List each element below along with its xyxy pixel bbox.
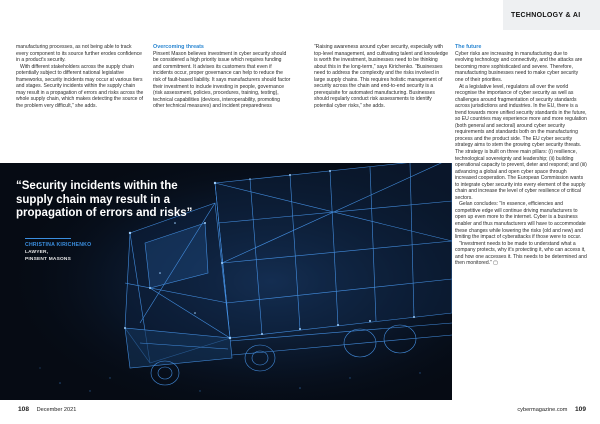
paragraph: With different stakeholders across the supply chain potentially subject to different national legislative frameworks, security incidents may occur at various tiers and stages. Security incidents within the supply chain may result in a propagation of errors and risks across the whole supply chain, which makes detecting the source of the problem very difficult,” she adds. xyxy=(16,63,144,109)
footer-left xyxy=(18,406,76,413)
paragraph: At a legislative level, regulators all over the world recognise the importance of cyber security as well as challenges around fragmentation of security standards across jurisdictions and industries. In the EU, there is a trend towards more unified security standards in the future, so EU countries may experience more and more regulation (both general and sectoral) around cyber security requirements and standards both on the manufacturing process and the product side. The EU cyber security strategy aims to stem the growing cyber security threats. The strategy is built on three main pillars: (i) resilience, technological sovereignty and leadership; (ii) building operational capacity to prevent, deter and respond; and (iii) advancing a global and open cyber space through increased cooperation. The European Commission wants to integrate cyber security into every element of the supply chain and increase the level of cyber resilience of critical sectors. xyxy=(455,83,587,201)
article-column-2 xyxy=(153,44,291,110)
site-name: cybermagazine.com xyxy=(517,407,568,413)
quote-author-role: LAWYER, xyxy=(25,250,49,255)
section-heading: The future xyxy=(455,44,482,50)
paragraph: manufacturing processes, as not being able to track every component to its source further erodes confidence in a product's security. xyxy=(16,44,142,64)
article-column-3 xyxy=(314,44,450,109)
paragraph: “Raising awareness around cyber security, especially with top-level management, and cultivating talent and knowledge is worth the investment, businesses need to be thinking about this in the long-term,” says Kirichenko. “Businesses need to address the complexity and the risks involved in large supply chains. This requires holistic management of security across the chain and end-to-end security is a prerequisite for automated manufacturing. Businesses should regularly conduct risk assessments to identify potential cyber risks,” she adds. xyxy=(314,44,449,109)
section-heading: Overcoming threats xyxy=(153,44,204,50)
page-number-left: 108 xyxy=(18,406,30,413)
paragraph: Gelan concludes: “In essence, efficiencies and competitive edge will continue driving manufacturers to open up even more to the internet. Cyber is a business enabler and thus manufacturers will have to accommodate these changes while lowering the risks (old and new) and limiting the impact of cyberattacks if those were to occur. xyxy=(455,201,586,241)
paragraph: Pinsent Mason believes investment in cyber security should be considered a high priority issue which requires funding and commitment. It advises its customers that even if incidents occur, proper governance can help to reduce the risk of fault-based liability. It says manufacturers should factor their investment to include investing in people, governance (risk assessment, policies, procedures, training, testing), technical capabilities (devices, interoperability, promoting other technical measures) and incident preparedness xyxy=(153,50,291,110)
quote-author-name: CHRISTINA KIRICHENKO xyxy=(25,242,92,248)
pull-quote: “Security incidents within the supply chain may result in a propagation of errors and risks” xyxy=(16,180,193,220)
section-tag: TECHNOLOGY & AI xyxy=(511,12,581,19)
paragraph: “Investment needs to be made to understand what a company protects, why it's protecting it, who can access it, and how one accesses it. This needs to be determined and then monitored.” ▢ xyxy=(455,240,587,267)
quote-divider xyxy=(25,238,71,239)
article-column-4 xyxy=(455,44,587,267)
page-number-right: 109 xyxy=(574,406,586,413)
footer-right xyxy=(517,406,586,413)
article-column-1 xyxy=(16,44,144,109)
issue-date: December 2021 xyxy=(36,407,77,413)
paragraph: Cyber risks are increasing in manufacturing due to evolving technology and connectivity, and the attacks are becoming more sophisticated and severe. Therefore, manufacturing businesses need to make cyber security one of their priorities. xyxy=(455,50,583,83)
quote-author-org: PINSENT MASONS xyxy=(25,257,71,262)
